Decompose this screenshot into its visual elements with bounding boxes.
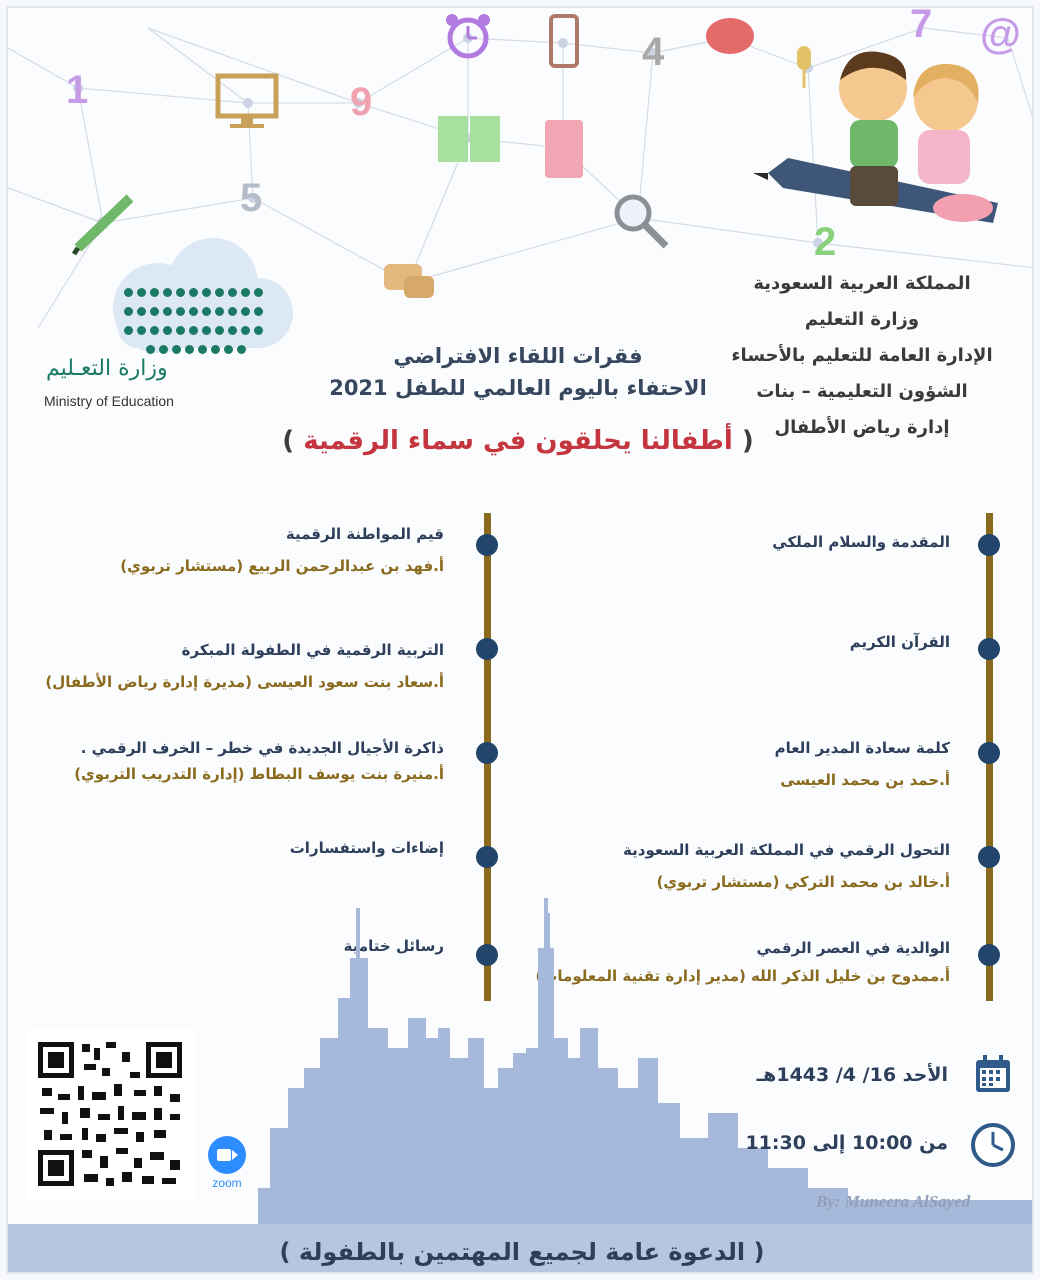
- agenda-item: [520, 630, 950, 654]
- agenda-title: المقدمة والسلام الملكي: [772, 533, 950, 551]
- event-time: من 10:00 إلى 11:30: [745, 1132, 948, 1154]
- timeline-dot: [476, 638, 498, 660]
- agenda-title: قيم المواطنة الرقمية: [285, 525, 444, 543]
- agenda-speaker: أ.سعاد بنت سعود العيسى (مديرة إدارة رياض الأطفال): [45, 673, 444, 691]
- zoom-logo[interactable]: [204, 1136, 250, 1190]
- agenda-item: [24, 638, 444, 694]
- agenda-title: الوالدية في العصر الرقمي: [756, 939, 950, 957]
- event-date: الأحد 16/ 4/ 1443هـ: [756, 1064, 948, 1086]
- logo-english-text: Ministry of Education: [44, 393, 174, 409]
- timeline-dot: [978, 534, 1000, 556]
- number-five-decoration: 5: [240, 176, 263, 220]
- chat-icon: [384, 264, 434, 298]
- timeline-dot: [978, 742, 1000, 764]
- agenda-speaker: أ.حمد بن محمد العيسى: [780, 771, 950, 789]
- qr-code[interactable]: [26, 1030, 194, 1200]
- qr-code-image: [34, 1038, 186, 1190]
- calendar-icon: [974, 1054, 1012, 1094]
- palette-icon: [706, 18, 754, 54]
- number-seven-decoration: 7: [910, 6, 933, 46]
- agenda-item: [520, 736, 950, 792]
- ministry-logo: [38, 236, 278, 416]
- theme-close-paren: ): [282, 426, 304, 456]
- agenda-item: [24, 736, 444, 786]
- invitation-banner: ( الدعوة عامة لجميع المهتمين بالطفولة ): [8, 1224, 1034, 1274]
- timeline-dot: [476, 742, 498, 764]
- org-line-5: إدارة رياض الأطفال: [774, 417, 950, 438]
- theme-title: [208, 426, 828, 456]
- at-sign-decoration: @: [980, 10, 1021, 57]
- poster: [6, 6, 1034, 1274]
- magnifier-icon: [617, 197, 666, 246]
- agenda-title: رسائل ختامية: [343, 937, 444, 955]
- agenda-speaker: أ.خالد بن محمد التركي (مستشار تربوي): [656, 873, 950, 891]
- event-title: الاحتفاء باليوم العالمي للطفل 2021: [329, 376, 707, 400]
- timeline-dot: [978, 638, 1000, 660]
- calculator-icon: [545, 120, 583, 178]
- kids-on-pencil-illustration: [753, 52, 998, 223]
- number-two-decoration: 2: [814, 220, 837, 264]
- number-four-decoration: 4: [642, 30, 665, 74]
- number-nine-decoration: 9: [350, 80, 373, 124]
- agenda-speaker: أ.فهد بن عبدالرحمن الربيع (مستشار تربوي): [120, 557, 444, 575]
- agenda-title: كلمة سعادة المدير العام: [774, 739, 950, 757]
- program-title: فقرات اللقاء الافتراضي: [393, 344, 643, 368]
- agenda-item: [520, 530, 950, 554]
- clock-icon: [970, 1122, 1016, 1168]
- agenda-title: التحول الرقمي في المملكة العربية السعودية: [623, 841, 950, 859]
- org-line-3: الإدارة العامة للتعليم بالأحساء: [731, 345, 993, 366]
- zoom-camera-icon: [208, 1136, 246, 1174]
- agenda-title: التربية الرقمية في الطفولة المبكرة: [181, 641, 444, 659]
- org-line-1: المملكة العربية السعودية: [753, 273, 971, 294]
- theme-open-paren: (: [732, 426, 754, 456]
- agenda-item: [24, 836, 444, 860]
- timeline-dot: [476, 846, 498, 868]
- agenda-title: ذاكرة الأجيال الجديدة في خطر – الخرف الرقمي .: [80, 739, 444, 757]
- agenda-item: [520, 838, 950, 894]
- timeline-dot: [476, 534, 498, 556]
- agenda-title: إضاءات واستفسارات: [289, 839, 444, 857]
- number-one-decoration: 1: [66, 68, 89, 112]
- theme-text: أطفالنا يحلقون في سماء الرقمية: [303, 426, 733, 456]
- logo-dots: [122, 284, 282, 360]
- org-line-2: وزارة التعليم: [804, 309, 920, 330]
- designer-credit: By: Muneera AlSayed: [816, 1192, 971, 1211]
- agenda-speaker: أ.ممدوح بن خليل الذكر الله (مدير إدارة تقنية المعلومات): [535, 967, 950, 985]
- timeline-dot: [978, 846, 1000, 868]
- logo-arabic-text: وزارة التعـليم: [46, 356, 168, 381]
- org-line-4: الشؤون التعليمية – بنات: [756, 381, 968, 402]
- agenda-title: القرآن الكريم: [849, 633, 950, 651]
- zoom-label: zoom: [212, 1176, 242, 1190]
- agenda-item: [24, 522, 444, 578]
- agenda-speaker: أ.منيرة بنت يوسف البطاط (إدارة التدريب التربوي): [74, 765, 444, 783]
